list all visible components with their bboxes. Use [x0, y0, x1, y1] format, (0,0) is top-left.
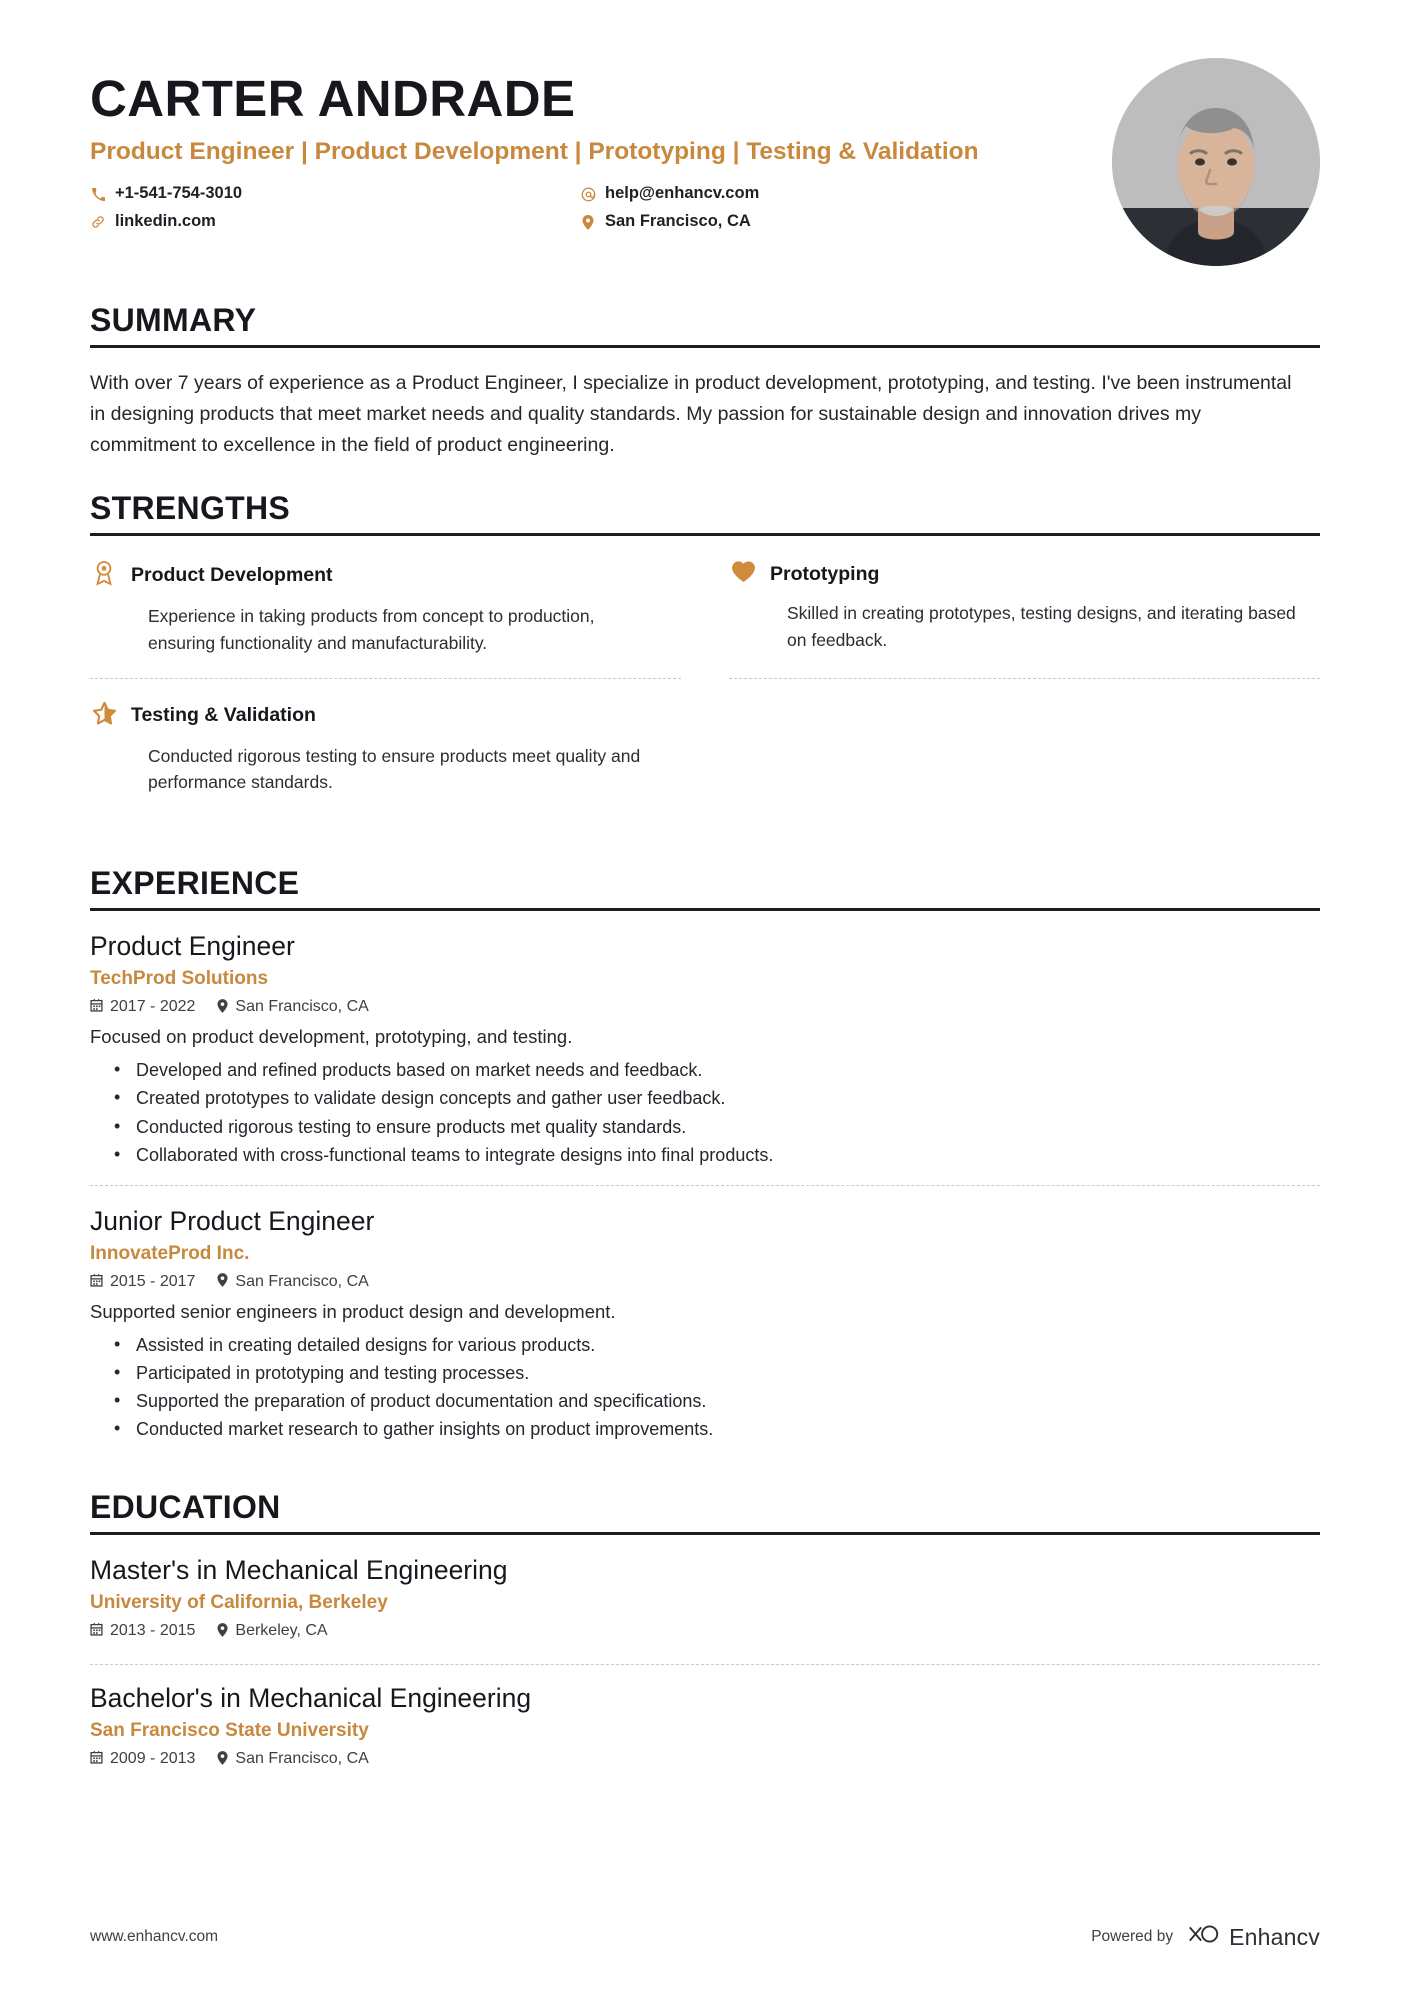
link-icon: [90, 215, 106, 229]
infinity-icon: [1187, 1923, 1221, 1951]
half-star-icon: [90, 701, 118, 731]
award-badge-icon: [90, 560, 118, 591]
footer-website[interactable]: www.enhancv.com: [90, 1928, 219, 1945]
professional-headline: Product Engineer | Product Development | Prototyping | Testing & Validation: [90, 138, 979, 166]
enhancv-logo: [1187, 1923, 1320, 1951]
strength-header: [90, 560, 681, 591]
section-summary: [90, 302, 1320, 460]
strength-title: Testing & Validation: [131, 704, 316, 727]
education-dates-text: 2013 - 2015: [110, 1622, 196, 1640]
heart-icon: [729, 560, 757, 588]
education-meta: [90, 1750, 1320, 1768]
contact-email-text: help@enhancv.com: [605, 184, 760, 203]
experience-bullets: [90, 1331, 1320, 1443]
education-dates: [90, 1622, 195, 1640]
strengths-empty-cell: [729, 697, 1320, 836]
experience-dates: [90, 998, 195, 1016]
education-degree: Bachelor's in Mechanical Engineering: [90, 1683, 532, 1714]
phone-icon: [90, 188, 106, 201]
email-icon: [580, 187, 596, 202]
experience-entry: [90, 931, 1320, 1185]
experience-company: InnovateProd Inc.: [90, 1242, 250, 1264]
education-entry: [90, 1683, 1320, 1792]
education-location-text: San Francisco, CA: [235, 1750, 369, 1768]
page-footer: [90, 1923, 1320, 1951]
strength-description: Skilled in creating prototypes, testing designs, and iterating based on feedback.: [787, 603, 1296, 650]
experience-role: Product Engineer: [90, 931, 295, 962]
experience-location-text: San Francisco, CA: [235, 1272, 369, 1290]
contact-linkedin[interactable]: [90, 212, 580, 232]
header-text-block: [90, 58, 1112, 232]
section-education: [90, 1489, 1320, 1792]
contact-phone-text: +1-541-754-3010: [115, 184, 243, 203]
experience-bullet: • Participated in prototyping and testing processes.: [114, 1359, 1320, 1387]
section-title-experience: EXPERIENCE: [90, 865, 1320, 911]
enhancv-wordmark: Enhancv: [1229, 1923, 1320, 1950]
experience-bullet: • Conducted rigorous testing to ensure products met quality standards.: [114, 1113, 1320, 1141]
strength-item: [729, 556, 1320, 679]
education-dates: [90, 1750, 195, 1768]
experience-bullet: • Created prototypes to validate design concepts and gather user feedback.: [114, 1084, 1320, 1112]
location-icon: [580, 215, 596, 230]
experience-company: TechProd Solutions: [90, 968, 269, 990]
strength-description: Conducted rigorous testing to ensure products meet quality and performance standards.: [148, 745, 641, 793]
education-location: [217, 1622, 327, 1640]
location-icon: [217, 999, 228, 1016]
experience-bullet: • Collaborated with cross-functional teams to integrate designs into final products.: [114, 1141, 1320, 1169]
resume-header: [90, 58, 1320, 266]
calendar-icon: [90, 1623, 103, 1639]
experience-bullets: [90, 1056, 1320, 1168]
experience-dates-text: 2015 - 2017: [110, 1272, 196, 1290]
strength-item: [90, 697, 681, 818]
education-entry: [90, 1555, 1320, 1665]
education-location-text: Berkeley, CA: [235, 1622, 328, 1640]
strength-item: [90, 556, 681, 679]
strength-title: Product Development: [131, 564, 333, 587]
education-dates-text: 2009 - 2013: [110, 1750, 196, 1768]
calendar-icon: [90, 1274, 103, 1290]
experience-location: [217, 998, 368, 1016]
contact-details: [90, 184, 1112, 232]
calendar-icon: [90, 999, 103, 1015]
section-strengths: [90, 490, 1320, 835]
contact-location: [580, 212, 1112, 232]
location-icon: [217, 1273, 228, 1290]
section-title-education: EDUCATION: [90, 1489, 1320, 1535]
experience-location-text: San Francisco, CA: [235, 998, 369, 1016]
powered-by-label: Powered by: [1091, 1928, 1174, 1945]
strength-description: Experience in taking products from concept to production, ensuring functionality and manufacturability.: [148, 606, 595, 653]
experience-dates-text: 2017 - 2022: [110, 998, 196, 1016]
experience-dates: [90, 1273, 195, 1291]
calendar-icon: [90, 1751, 103, 1767]
location-icon: [217, 1751, 228, 1768]
experience-bullet: • Assisted in creating detailed designs for various products.: [114, 1331, 1320, 1359]
education-degree: Master's in Mechanical Engineering: [90, 1555, 508, 1586]
experience-entry: [90, 1206, 1320, 1459]
contact-linkedin-text: linkedin.com: [115, 212, 216, 231]
experience-summary: Focused on product development, prototyping, and testing.: [90, 1026, 573, 1048]
strength-header: [729, 560, 1320, 588]
experience-role: Junior Product Engineer: [90, 1205, 375, 1236]
education-school: University of California, Berkeley: [90, 1592, 388, 1614]
strengths-grid: [90, 556, 1320, 835]
section-title-summary: SUMMARY: [90, 302, 1320, 348]
experience-summary: Supported senior engineers in product design and development.: [90, 1300, 616, 1322]
experience-bullet: • Conducted market research to gather insights on product improvements.: [114, 1415, 1320, 1443]
experience-bullet: • Developed and refined products based on market needs and feedback.: [114, 1056, 1320, 1084]
education-location: [217, 1750, 368, 1768]
summary-text: With over 7 years of experience as a Product Engineer, I specialize in product development, prototyping, and testing. I've been instrumental in designing products that meet market needs and quality standards. My passion for sustainable design and innovation drives my commitment to excellence in the field of product engineering.: [90, 372, 1292, 456]
experience-meta: [90, 998, 1320, 1016]
section-title-strengths: STRENGTHS: [90, 490, 1320, 536]
avatar: [1112, 58, 1320, 266]
education-school: San Francisco State University: [90, 1720, 369, 1742]
footer-branding: [1091, 1923, 1320, 1951]
education-meta: [90, 1622, 1320, 1640]
experience-meta: [90, 1273, 1320, 1291]
page-title: CARTER ANDRADE: [90, 70, 576, 127]
experience-location: [217, 1273, 368, 1291]
experience-bullet: • Supported the preparation of product documentation and specifications.: [114, 1387, 1320, 1415]
contact-phone[interactable]: [90, 184, 580, 204]
strength-header: [90, 701, 681, 731]
location-icon: [217, 1623, 228, 1640]
contact-email[interactable]: [580, 184, 1112, 204]
contact-location-text: San Francisco, CA: [605, 212, 751, 231]
section-experience: [90, 865, 1320, 1459]
strength-title: Prototyping: [770, 562, 880, 585]
